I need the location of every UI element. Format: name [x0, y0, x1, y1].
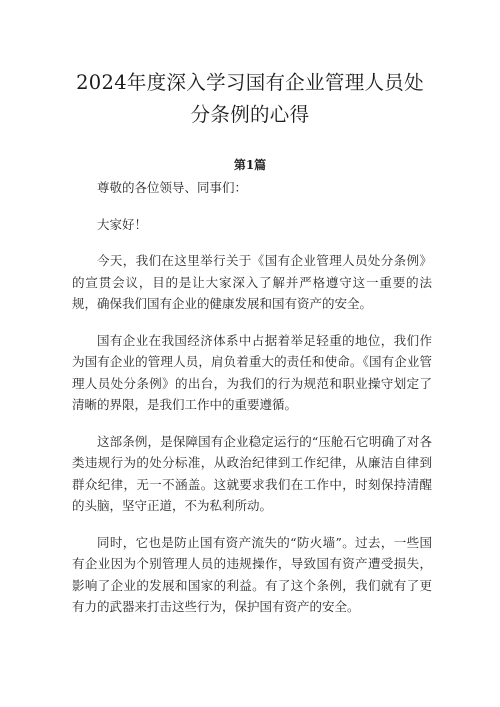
- paragraph-greeting: 大家好！: [97, 216, 148, 232]
- paragraph: 这部条例，是保障国有企业稳定运行的“压舱石它明确了对各类违规行为的处分标准，从政治纪律到工作纪律，从廉洁自律到群众纪律，无一不涵盖。这就要求我们在工作中，时刻保持清醒的头脑，坚守正道，不为私利所动。: [72, 433, 432, 513]
- document-body: [72, 177, 432, 633]
- document-title: 2024年度深入学习国有企业管理人员处分条例的心得: [76, 71, 424, 126]
- paragraph: 同时，它也是防止国有资产流失的“防火墙”。过去，一些国有企业因为个别管理人员的违规操作，导致国有资产遭受损失，影响了企业的发展和国家的利益。有了这个条例，我们就有了更有力的武器来打击这些行为，保护国有资产的安全。: [72, 534, 432, 614]
- paragraph-salutation: 尊敬的各位领导、同事们：: [97, 180, 248, 195]
- paragraph: 国有企业在我国经济体系中占据着举足轻重的地位，我们作为国有企业的管理人员，肩负着重大的责任和使命。《国有企业管理人员处分条例》的出台，为我们的行为规范和职业操守划定了清晰的界限，是我们工作中的重要遵循。: [72, 332, 432, 412]
- paragraph: 今天，我们在这里举行关于《国有企业管理人员处分条例》的宣贯会议，目的是让大家深入了解并严格遵守这一重要的法规，确保我们国有企业的健康发展和国有资产的安全。: [72, 253, 432, 311]
- section-heading: 第1篇: [233, 158, 267, 172]
